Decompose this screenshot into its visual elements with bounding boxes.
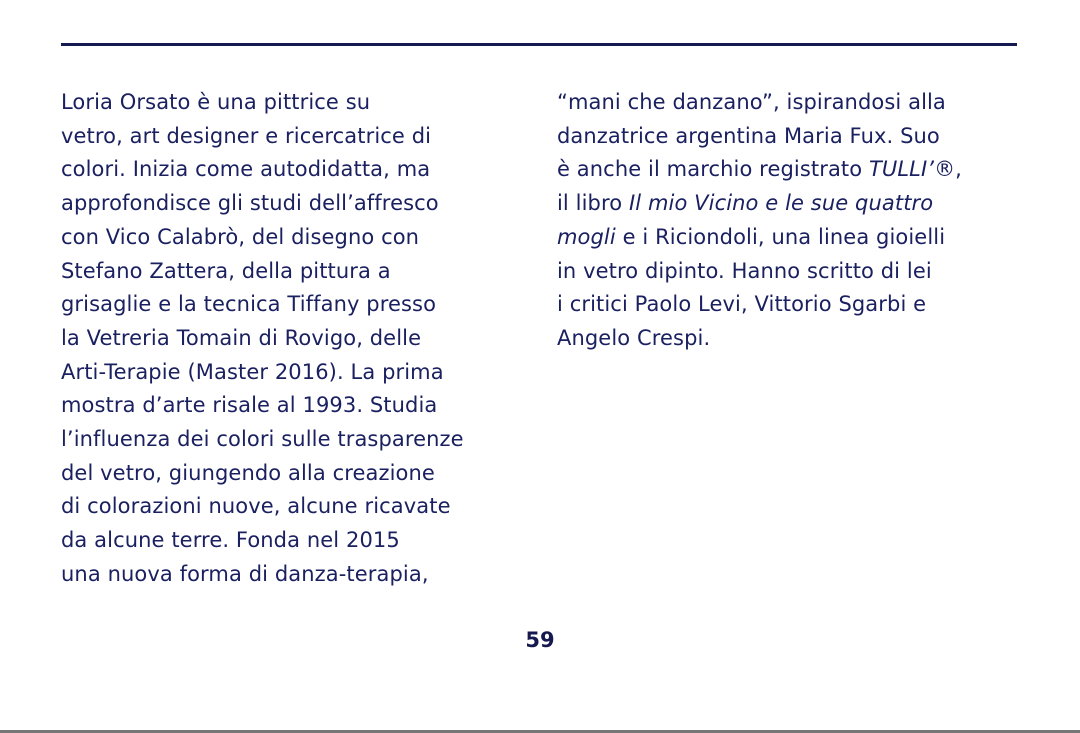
text-fragment: ®,: [934, 157, 962, 182]
text-line: con Vico Calabrò, del disegno con: [61, 224, 420, 249]
text-line: l’influenza dei colori sulle trasparenze: [61, 427, 464, 452]
text-line: [557, 187, 962, 221]
text-line: i critici Paolo Levi, Vittorio Sgarbi e: [557, 292, 927, 317]
top-rule: [61, 43, 1017, 46]
page-number: 59: [525, 628, 555, 652]
text-line: in vetro dipinto. Hanno scritto di lei: [557, 258, 932, 283]
text-line: approfondisce gli studi dell’affresco: [61, 191, 439, 216]
text-line: mostra d’arte risale al 1993. Studia: [61, 393, 438, 418]
text-line: la Vetreria Tomain di Rovigo, delle: [61, 325, 422, 350]
text-line: grisaglie e la tecnica Tiffany presso: [61, 292, 437, 317]
text-fragment: è anche il marchio registrato: [557, 157, 869, 182]
text-line: Angelo Crespi.: [557, 325, 711, 350]
text-fragment: e i Riciondoli, una linea gioielli: [615, 224, 946, 249]
text-column-left: [61, 86, 464, 592]
text-line: Loria Orsato è una pittrice su: [61, 90, 371, 114]
text-fragment: il libro: [557, 191, 629, 216]
text-line: del vetro, giungendo alla creazione: [61, 460, 435, 485]
text-line: di colorazioni nuove, alcune ricavate: [61, 494, 451, 519]
text-line: [557, 221, 962, 255]
text-line: “mani che danzano”, ispirandosi alla: [557, 90, 946, 114]
book-title: mogli: [557, 224, 616, 249]
text-column-right: [557, 86, 962, 356]
text-line: Stefano Zattera, della pittura a: [61, 258, 391, 283]
text-line: [557, 153, 962, 187]
text-line: danzatrice argentina Maria Fux. Suo: [557, 123, 940, 148]
text-line: vetro, art designer e ricercatrice di: [61, 123, 432, 148]
text-line: una nuova forma di danza-terapia,: [61, 561, 429, 586]
text-line: Arti-Terapie (Master 2016). La prima: [61, 359, 444, 384]
text-line: colori. Inizia come autodidatta, ma: [61, 157, 431, 182]
text-line: da alcune terre. Fonda nel 2015: [61, 528, 400, 553]
trademark-name: TULLI’: [868, 157, 935, 182]
book-title: Il mio Vicino e le sue quattro: [628, 191, 934, 216]
